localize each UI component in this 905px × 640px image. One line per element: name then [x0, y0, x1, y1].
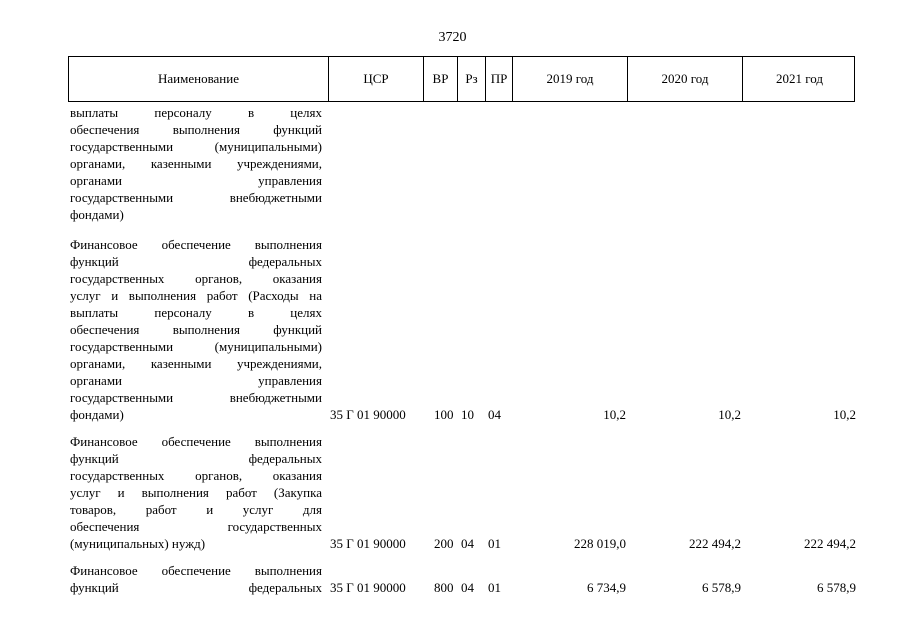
row-2019: 228 019,0 [574, 536, 626, 551]
row-name: Финансовое обеспечение выполнения функций федеральных [70, 563, 322, 595]
header-pr: ПР [485, 57, 512, 101]
row-rz: 10 [461, 407, 474, 422]
row-rz: 04 [461, 580, 474, 595]
header-vr: ВР [423, 57, 457, 101]
row-csr: 35 Г 01 90000 [330, 536, 406, 551]
row-csr: 35 Г 01 90000 [330, 580, 406, 595]
row-csr: 35 Г 01 90000 [330, 407, 406, 422]
row-name: Финансовое обеспечение выполнения функций федеральных государственных органов, оказания услуг и выполнения работ (Закупка товаров, работ и услуг для обеспечения государственных (муниципальных) нужд) [70, 434, 322, 551]
row-2021: 6 578,9 [817, 580, 856, 595]
page-number: 3720 [438, 30, 467, 45]
row-vr: 200 [434, 536, 454, 551]
row-vr: 100 [434, 407, 454, 422]
row-2020: 222 494,2 [689, 536, 741, 551]
row-pr: 01 [488, 536, 501, 551]
table-header [68, 56, 855, 102]
row-pr: 01 [488, 580, 501, 595]
row-name: Финансовое обеспечение выполнения функций федеральных государственных органов, оказания услуг и выполнения работ (Расходы на выплаты персоналу в целях обеспечения выполнения функций государственными (муниципальными) органами, казенными учреждениями, органами управления государственными внебюджетными фондами) [70, 237, 322, 422]
row-rz: 04 [461, 536, 474, 551]
row-2020: 10,2 [718, 407, 741, 422]
row-vr: 800 [434, 580, 454, 595]
header-csr: ЦСР [328, 57, 423, 101]
header-name: Наименование [158, 71, 239, 86]
header-rz: Рз [457, 57, 485, 101]
row-name: выплаты персоналу в целях обеспечения выполнения функций государственными (муниципальными) органами, казенными учреждениями, органами управления государственными внебюджетными фондами) [70, 105, 322, 222]
header-2021: 2021 год [742, 57, 856, 101]
row-2021: 10,2 [833, 407, 856, 422]
row-2020: 6 578,9 [702, 580, 741, 595]
row-2019: 6 734,9 [587, 580, 626, 595]
header-2019: 2019 год [512, 57, 627, 101]
header-2020: 2020 год [627, 57, 742, 101]
row-pr: 04 [488, 407, 501, 422]
row-2019: 10,2 [603, 407, 626, 422]
row-2021: 222 494,2 [804, 536, 856, 551]
